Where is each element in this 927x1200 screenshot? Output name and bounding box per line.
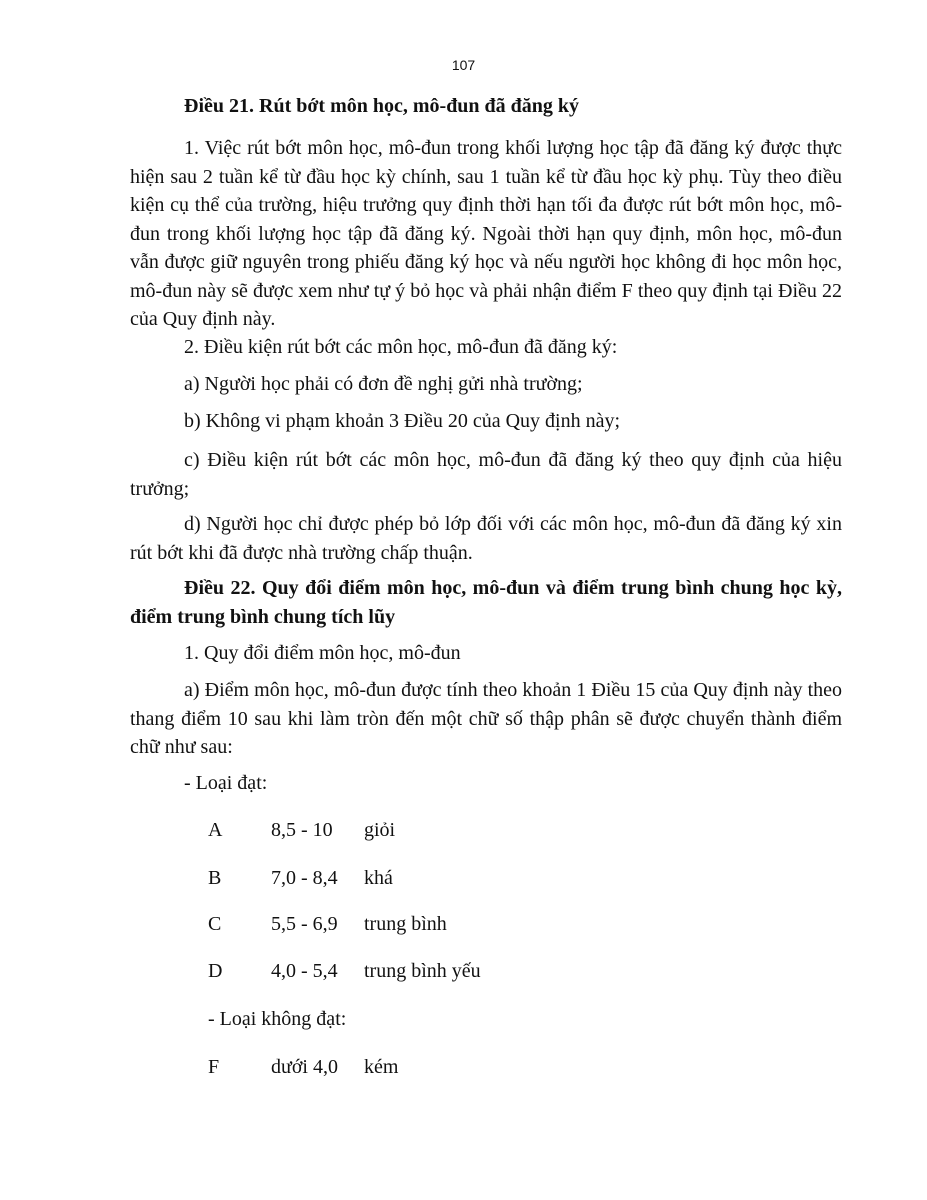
pass-grades-label: - Loại đạt: xyxy=(184,772,268,794)
grade-letter: D xyxy=(208,960,223,982)
grade-range: 7,0 - 8,4 xyxy=(271,867,338,889)
article-22-heading: Điều 22. Quy đổi điểm môn học, mô-đun và điểm trung bình chung học kỳ, điểm trung bình chung tích lũy xyxy=(130,577,842,628)
article-21-item-b: b) Không vi phạm khoản 3 Điều 20 của Quy định này; xyxy=(184,410,621,432)
article-21-heading: Điều 21. Rút bớt môn học, mô-đun đã đăng ký xyxy=(184,95,580,117)
fail-grades-label: - Loại không đạt: xyxy=(208,1008,347,1030)
grade-rank: khá xyxy=(364,867,393,889)
grade-letter: F xyxy=(208,1056,220,1078)
grade-rank: trung bình yếu xyxy=(364,960,481,982)
grade-letter: C xyxy=(208,913,222,935)
grade-rank: kém xyxy=(364,1056,399,1078)
grade-range: 5,5 - 6,9 xyxy=(271,913,338,935)
article-21-item-d: d) Người học chỉ được phép bỏ lớp đối với các môn học, mô-đun đã đăng ký xin rút bớt khi đã được nhà trường chấp thuận. xyxy=(130,513,842,564)
grade-letter: B xyxy=(208,867,222,889)
grade-letter: A xyxy=(208,819,223,841)
article-21-item-c: c) Điều kiện rút bớt các môn học, mô-đun đã đăng ký theo quy định của hiệu trưởng; xyxy=(130,449,842,500)
grade-range: dưới 4,0 xyxy=(271,1056,338,1078)
grade-rank: giỏi xyxy=(364,819,396,841)
page-number: 107 xyxy=(451,57,476,73)
grade-range: 4,0 - 5,4 xyxy=(271,960,338,982)
article-21-paragraph-2: 2. Điều kiện rút bớt các môn học, mô-đun đã đăng ký: xyxy=(184,336,618,358)
grade-rank: trung bình xyxy=(364,913,447,935)
article-22-paragraph-1: 1. Quy đổi điểm môn học, mô-đun xyxy=(184,642,461,664)
article-21-item-a: a) Người học phải có đơn đề nghị gửi nhà trường; xyxy=(184,373,583,395)
grade-range: 8,5 - 10 xyxy=(271,819,333,841)
article-22-item-a: a) Điểm môn học, mô-đun được tính theo khoản 1 Điều 15 của Quy định này theo thang điểm 10 sau khi làm tròn đến một chữ số thập phân sẽ được chuyển thành điểm chữ như sau: xyxy=(130,679,842,758)
article-21-paragraph-1: 1. Việc rút bớt môn học, mô-đun trong khối lượng học tập đã đăng ký được thực hiện sau 2 tuần kể từ đầu học kỳ chính, sau 1 tuần kể từ đầu học kỳ phụ. Tùy theo điều kiện cụ thể của trường, hiệu trưởng quy định thời hạn tối đa được rút bớt môn học, mô-đun trong khối lượng học tập đã đăng ký. Ngoài thời hạn quy định, môn học, mô-đun vẫn được giữ nguyên trong phiếu đăng ký học và nếu người học không đi học môn học, mô-đun này sẽ được xem như tự ý bỏ học và phải nhận điểm F theo quy định tại Điều 22 của Quy định này. xyxy=(130,137,842,330)
